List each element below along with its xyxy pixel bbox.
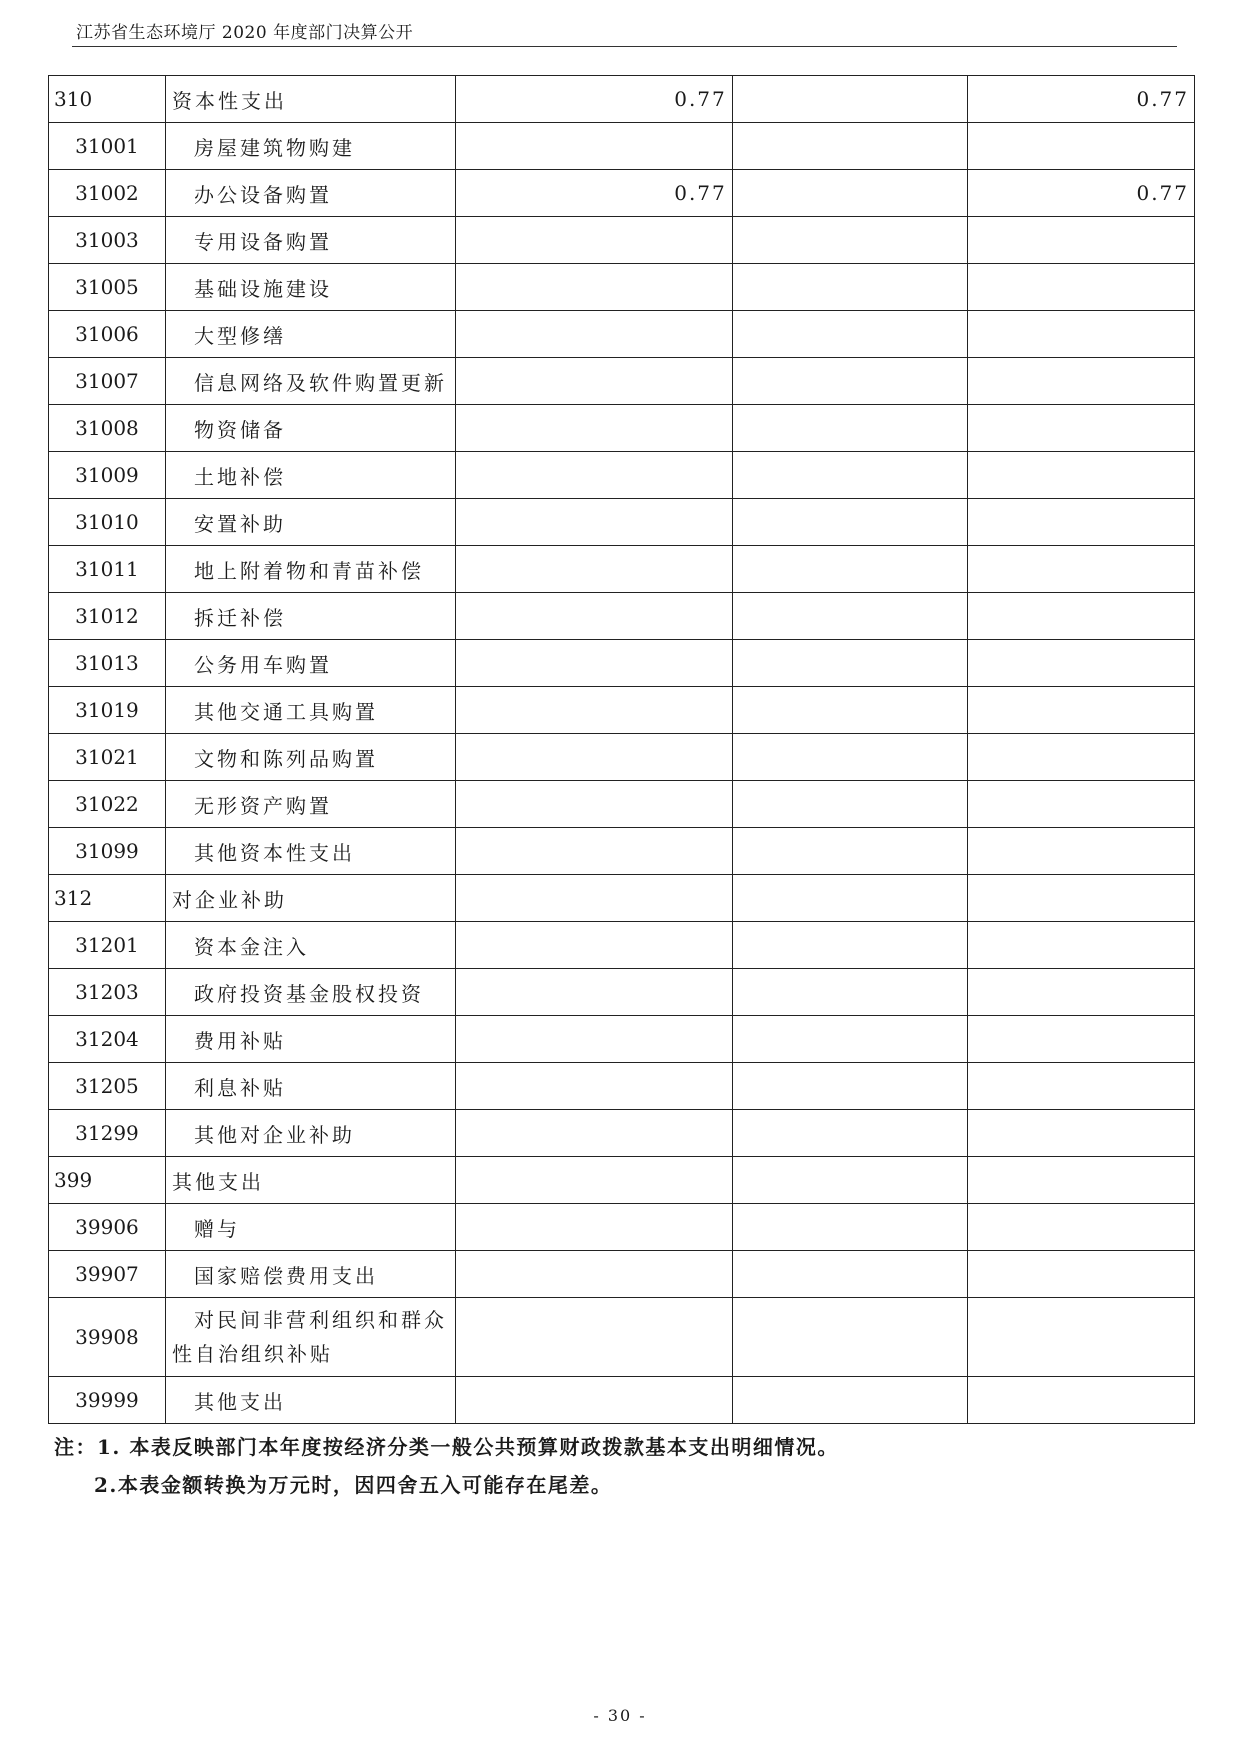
row-amount-c1 [456,546,733,593]
row-amount-c3 [967,1251,1194,1298]
table-row [49,1063,1195,1110]
row-amount-c1 [456,499,733,546]
row-code-cell: 31205 [49,1063,166,1110]
table-notes [54,1428,839,1504]
row-code-cell: 31203 [49,969,166,1016]
expenditure-table [48,75,1195,1424]
row-code-cell: 310 [49,76,166,123]
row-name-cell: 政府投资基金股权投资 [165,969,455,1016]
row-amount-c2 [732,1251,967,1298]
row-amount-c3 [967,311,1194,358]
row-code-cell: 312 [49,875,166,922]
table-row [49,311,1195,358]
row-amount-c3 [967,405,1194,452]
row-name-cell: 赠与 [165,1204,455,1251]
table-row [49,217,1195,264]
row-amount-c3 [967,1204,1194,1251]
row-code-cell: 31021 [49,734,166,781]
document-header-title: 江苏省生态环境厅 2020 年度部门决算公开 [76,23,414,43]
note-line-1: 注：1. 本表反映部门本年度按经济分类一般公共预算财政拨款基本支出明细情况。 [54,1435,839,1459]
row-name-line-1: 对民间非营利组织和群众 [193,1308,447,1332]
row-amount-c3 [967,781,1194,828]
row-amount-c2 [732,1016,967,1063]
row-amount-c1: 0.77 [456,170,733,217]
row-name-cell: 无形资产购置 [165,781,455,828]
row-amount-c2 [732,1298,967,1377]
row-name-cell: 其他交通工具购置 [165,687,455,734]
row-code-cell: 31019 [49,687,166,734]
table-row [49,405,1195,452]
row-amount-c3 [967,969,1194,1016]
row-amount-c1 [456,1204,733,1251]
row-amount-c2 [732,875,967,922]
row-amount-c3 [967,1063,1194,1110]
row-code-cell: 31005 [49,264,166,311]
row-amount-c2 [732,217,967,264]
row-amount-c1 [456,875,733,922]
table-row [49,170,1195,217]
table-row [49,1377,1195,1424]
row-amount-c3 [967,499,1194,546]
row-amount-c3 [967,593,1194,640]
table-row [49,640,1195,687]
row-code-cell: 31009 [49,452,166,499]
row-name-cell: 其他支出 [165,1377,455,1424]
row-name-cell: 资本性支出 [165,76,455,123]
row-code-cell: 39999 [49,1377,166,1424]
row-code-cell: 31008 [49,405,166,452]
row-code-cell: 31007 [49,358,166,405]
table-row [49,922,1195,969]
row-code-cell: 31299 [49,1110,166,1157]
row-amount-c1 [456,358,733,405]
row-amount-c1 [456,1251,733,1298]
row-name-cell: 地上附着物和青苗补偿 [165,546,455,593]
table-row [49,452,1195,499]
row-amount-c1 [456,1110,733,1157]
table-row [49,781,1195,828]
row-amount-c1 [456,405,733,452]
row-amount-c2 [732,311,967,358]
row-amount-c2 [732,969,967,1016]
row-name-cell: 其他支出 [165,1157,455,1204]
row-code-cell: 31012 [49,593,166,640]
row-amount-c1 [456,687,733,734]
row-amount-c1 [456,1016,733,1063]
row-amount-c1 [456,969,733,1016]
row-amount-c3 [967,452,1194,499]
row-amount-c2 [732,1063,967,1110]
row-amount-c3 [967,358,1194,405]
row-amount-c3 [967,687,1194,734]
row-amount-c1 [456,922,733,969]
row-amount-c2 [732,734,967,781]
row-amount-c1 [456,734,733,781]
row-code-cell: 399 [49,1157,166,1204]
row-name-cell: 办公设备购置 [165,170,455,217]
row-name-cell: 房屋建筑物购建 [165,123,455,170]
page-number: - 30 - [593,1706,647,1725]
row-name-cell: 安置补助 [165,499,455,546]
row-code-cell: 39907 [49,1251,166,1298]
header-divider [72,46,1177,47]
row-amount-c2 [732,499,967,546]
row-amount-c3 [967,1157,1194,1204]
row-name-cell: 对企业补助 [165,875,455,922]
row-code-cell: 31204 [49,1016,166,1063]
row-code-cell: 31011 [49,546,166,593]
row-amount-c1 [456,640,733,687]
row-amount-c2 [732,170,967,217]
row-amount-c3: 0.77 [967,170,1194,217]
row-amount-c3 [967,734,1194,781]
row-amount-c2 [732,593,967,640]
expenditure-table-body [49,76,1195,1424]
row-amount-c3: 0.77 [967,76,1194,123]
row-code-cell: 31013 [49,640,166,687]
note-line-2: 2.本表金额转换为万元时，因四舍五入可能存在尾差。 [94,1473,613,1497]
row-name-cell: 国家赔偿费用支出 [165,1251,455,1298]
row-name-cell: 文物和陈列品购置 [165,734,455,781]
row-amount-c1 [456,1157,733,1204]
row-amount-c1 [456,1377,733,1424]
row-amount-c3 [967,875,1194,922]
row-amount-c3 [967,640,1194,687]
row-amount-c2 [732,1157,967,1204]
row-amount-c1 [456,217,733,264]
row-name-cell: 资本金注入 [165,922,455,969]
row-amount-c3 [967,123,1194,170]
row-name-cell: 土地补偿 [165,452,455,499]
row-name-cell: 其他对企业补助 [165,1110,455,1157]
row-code-cell: 31010 [49,499,166,546]
row-amount-c1 [456,452,733,499]
row-amount-c2 [732,123,967,170]
row-name-cell: 大型修缮 [165,311,455,358]
row-amount-c3 [967,922,1194,969]
row-amount-c2 [732,640,967,687]
table-row [49,1016,1195,1063]
row-amount-c2 [732,1377,967,1424]
table-row [49,593,1195,640]
row-amount-c3 [967,1298,1194,1377]
row-name-cell [165,1298,455,1377]
row-amount-c3 [967,546,1194,593]
row-name-cell: 专用设备购置 [165,217,455,264]
row-code-cell: 39908 [49,1298,166,1377]
table-row [49,875,1195,922]
row-name-cell: 物资储备 [165,405,455,452]
row-amount-c3 [967,1377,1194,1424]
row-amount-c2 [732,405,967,452]
row-name-cell: 基础设施建设 [165,264,455,311]
row-amount-c1 [456,593,733,640]
row-name-cell: 利息补贴 [165,1063,455,1110]
table-row [49,499,1195,546]
row-amount-c2 [732,781,967,828]
row-amount-c2 [732,1204,967,1251]
row-code-cell: 31006 [49,311,166,358]
row-amount-c3 [967,1110,1194,1157]
row-amount-c2 [732,546,967,593]
row-amount-c1: 0.77 [456,76,733,123]
row-name-cell: 信息网络及软件购置更新 [165,358,455,405]
row-amount-c2 [732,1110,967,1157]
table-row [49,1110,1195,1157]
row-amount-c3 [967,828,1194,875]
row-amount-c3 [967,264,1194,311]
table-row [49,1204,1195,1251]
table-row [49,76,1195,123]
table-row [49,123,1195,170]
row-amount-c1 [456,311,733,358]
table-row [49,1157,1195,1204]
row-amount-c2 [732,922,967,969]
row-name-cell: 费用补贴 [165,1016,455,1063]
table-row [49,969,1195,1016]
row-amount-c1 [456,828,733,875]
row-code-cell: 31002 [49,170,166,217]
row-name-cell: 拆迁补偿 [165,593,455,640]
table-row [49,828,1195,875]
table-row [49,546,1195,593]
table-row [49,264,1195,311]
row-code-cell: 31201 [49,922,166,969]
row-amount-c2 [732,358,967,405]
row-amount-c3 [967,217,1194,264]
row-code-cell: 31022 [49,781,166,828]
row-amount-c2 [732,687,967,734]
row-amount-c2 [732,264,967,311]
row-amount-c2 [732,828,967,875]
row-amount-c3 [967,1016,1194,1063]
row-code-cell: 39906 [49,1204,166,1251]
table-row [49,1298,1195,1377]
row-amount-c1 [456,264,733,311]
table-row [49,687,1195,734]
table-row [49,1251,1195,1298]
row-amount-c1 [456,781,733,828]
table-row [49,734,1195,781]
row-code-cell: 31099 [49,828,166,875]
row-amount-c1 [456,123,733,170]
row-code-cell: 31001 [49,123,166,170]
row-code-cell: 31003 [49,217,166,264]
row-amount-c1 [456,1063,733,1110]
table-row [49,358,1195,405]
row-amount-c2 [732,452,967,499]
row-name-line-2: 性自治组织补贴 [171,1342,333,1366]
row-amount-c1 [456,1298,733,1377]
row-amount-c2 [732,76,967,123]
row-name-cell: 其他资本性支出 [165,828,455,875]
row-name-cell: 公务用车购置 [165,640,455,687]
